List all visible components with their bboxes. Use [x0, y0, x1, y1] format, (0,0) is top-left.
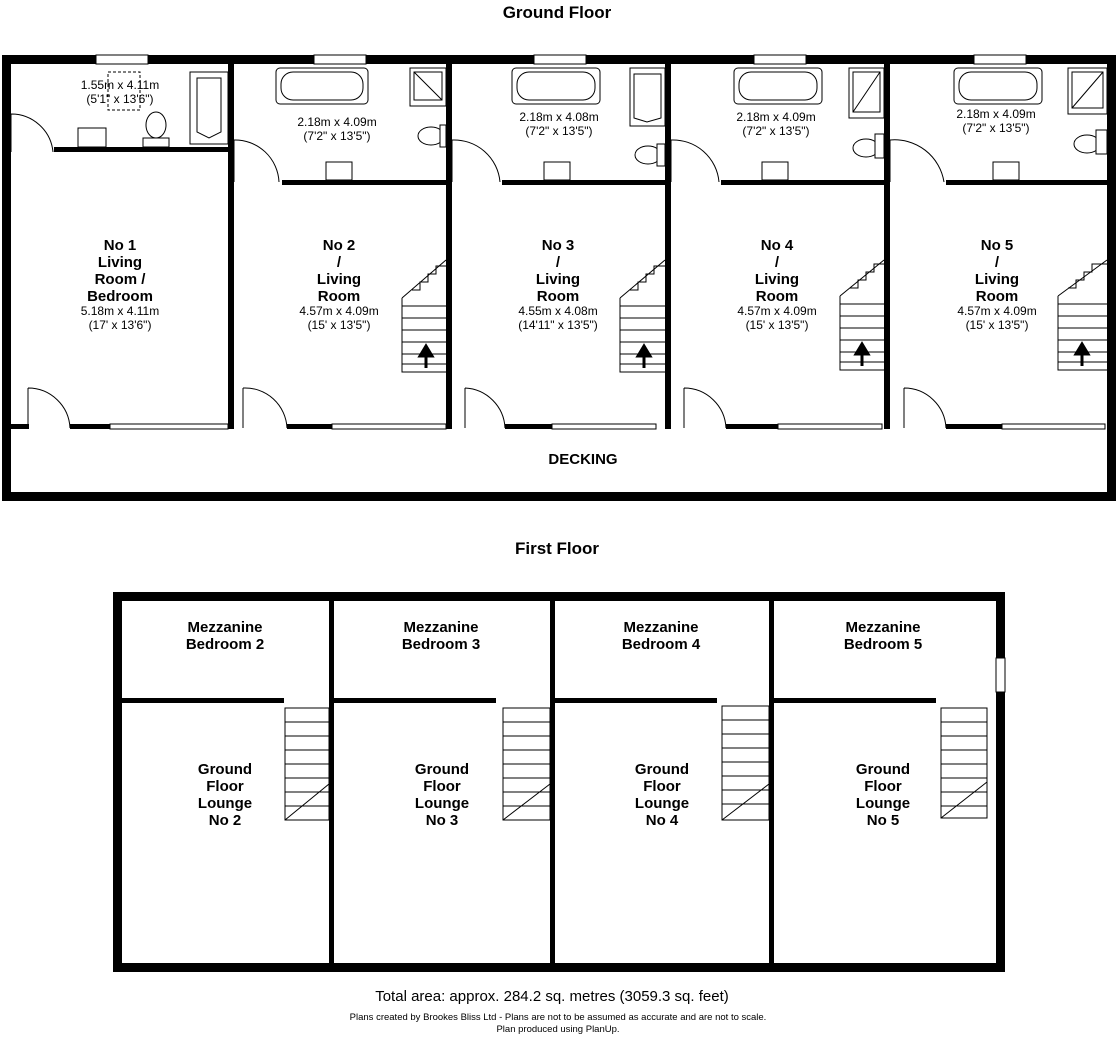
svg-text:4.57m x 4.09m: 4.57m x 4.09m — [299, 304, 379, 318]
svg-text:No 3: No 3 — [541, 237, 575, 254]
svg-text:Lounge: Lounge — [634, 795, 690, 812]
mezzanine-3-line1: Mezzanine — [403, 619, 479, 636]
svg-text:Living: Living — [97, 254, 143, 271]
svg-text:Lounge: Lounge — [414, 795, 470, 812]
svg-text:Ground: Ground — [197, 761, 253, 778]
lounge-no5-label — [856, 761, 910, 829]
room-no1-label — [81, 237, 159, 332]
svg-text:Room: Room — [755, 288, 799, 305]
bathroom-2-dim-ft: (7'2" x 13'5") — [303, 129, 371, 143]
bathroom-2-dim-m: 2.18m x 4.09m — [297, 115, 377, 129]
svg-text:Lounge: Lounge — [197, 795, 253, 812]
plan-software-text: Plan produced using PlanUp. — [496, 1024, 620, 1035]
mezzanine-5-line1: Mezzanine — [845, 619, 921, 636]
svg-text:Room: Room — [975, 288, 1019, 305]
svg-text:4.55m x 4.08m: 4.55m x 4.08m — [518, 304, 598, 318]
first-floor-title: First Floor — [514, 539, 600, 558]
bathroom-5-dim-m: 2.18m x 4.09m — [956, 107, 1036, 121]
decking-label: DECKING — [548, 451, 618, 468]
stairs-no5 — [1058, 260, 1107, 370]
mezzanine-2-line2: Bedroom 2 — [185, 636, 265, 653]
stairs-no3 — [620, 260, 665, 372]
mezzanine-3-line2: Bedroom 3 — [401, 636, 481, 653]
room-no4-label — [737, 237, 816, 332]
svg-text:Living: Living — [974, 271, 1020, 288]
upper-stairs-no3 — [503, 708, 550, 820]
svg-text:Living: Living — [316, 271, 362, 288]
svg-text:Floor: Floor — [864, 778, 902, 795]
svg-text:Floor: Floor — [643, 778, 681, 795]
svg-text:Floor: Floor — [206, 778, 244, 795]
svg-text:Room: Room — [536, 288, 580, 305]
ground-floor-doors — [11, 114, 946, 428]
svg-text:(17' x 13'6"): (17' x 13'6") — [88, 318, 152, 332]
svg-text:/: / — [994, 254, 1000, 271]
svg-text:No 4: No 4 — [760, 237, 794, 254]
mezzanine-4-line2: Bedroom 4 — [621, 636, 701, 653]
svg-text:No 3: No 3 — [425, 812, 459, 829]
svg-text:Bedroom: Bedroom — [87, 288, 153, 305]
svg-text:No 1: No 1 — [103, 237, 137, 254]
bathroom-4-dim-ft: (7'2" x 13'5") — [742, 124, 810, 138]
mezzanine-2-line1: Mezzanine — [187, 619, 263, 636]
svg-text:No 2: No 2 — [208, 812, 242, 829]
upper-stairs-no4 — [722, 706, 769, 820]
svg-text:/: / — [555, 254, 561, 271]
bathroom-5-dim-ft: (7'2" x 13'5") — [962, 121, 1030, 135]
svg-text:(15' x 13'5"): (15' x 13'5") — [745, 318, 809, 332]
lounge-no2-label — [198, 761, 252, 829]
bathroom-1-dim-ft: (5'1" x 13'6") — [86, 92, 154, 106]
plan-credit-text: Plans created by Brookes Bliss Ltd - Plans are not to be assumed as accurate and are not to scale. — [349, 1012, 767, 1023]
total-area-text: Total area: approx. 284.2 sq. metres (3059.3 sq. feet) — [375, 988, 729, 1005]
stairs-no4 — [840, 260, 884, 370]
svg-text:No 5: No 5 — [980, 237, 1014, 254]
bathroom-3-dim-ft: (7'2" x 13'5") — [525, 124, 593, 138]
ground-floor-windows — [96, 55, 1105, 429]
svg-text:No 4: No 4 — [645, 812, 679, 829]
svg-text:Floor: Floor — [423, 778, 461, 795]
svg-text:4.57m x 4.09m: 4.57m x 4.09m — [957, 304, 1037, 318]
svg-text:Living: Living — [754, 271, 800, 288]
svg-text:No 5: No 5 — [866, 812, 900, 829]
upper-stairs-no2 — [285, 708, 329, 820]
svg-text:Living: Living — [535, 271, 581, 288]
svg-text:Ground: Ground — [855, 761, 911, 778]
ground-floor-title: Ground Floor — [502, 3, 612, 22]
svg-text:/: / — [336, 254, 342, 271]
svg-text:(15' x 13'5"): (15' x 13'5") — [307, 318, 371, 332]
stairs-no2 — [402, 260, 446, 372]
svg-text:No 2: No 2 — [322, 237, 356, 254]
bathroom-3-dim-m: 2.18m x 4.08m — [519, 110, 599, 124]
room-no5-label — [957, 237, 1036, 332]
svg-text:4.57m x 4.09m: 4.57m x 4.09m — [737, 304, 817, 318]
mezzanine-5-line2: Bedroom 5 — [843, 636, 923, 653]
svg-text:5.18m x 4.11m: 5.18m x 4.11m — [80, 304, 160, 318]
bathroom-4-dim-m: 2.18m x 4.09m — [736, 110, 816, 124]
svg-text:(14'11" x 13'5"): (14'11" x 13'5") — [518, 318, 598, 332]
room-no2-label — [299, 237, 378, 332]
lounge-no4-label — [635, 761, 689, 829]
upper-stairs-no5 — [941, 708, 987, 818]
svg-text:Room: Room — [317, 288, 361, 305]
room-labels — [81, 237, 1037, 332]
svg-text:(15' x 13'5"): (15' x 13'5") — [965, 318, 1029, 332]
svg-text:Lounge: Lounge — [855, 795, 911, 812]
svg-text:/: / — [774, 254, 780, 271]
room-no3-label — [518, 237, 598, 332]
bathroom-1-dim-m: 1.55m x 4.11m — [80, 78, 160, 92]
svg-text:Room /: Room / — [94, 271, 146, 288]
mezzanine-4-line1: Mezzanine — [623, 619, 699, 636]
svg-text:Ground: Ground — [634, 761, 690, 778]
svg-text:Ground: Ground — [414, 761, 470, 778]
lounge-no3-label — [415, 761, 469, 829]
